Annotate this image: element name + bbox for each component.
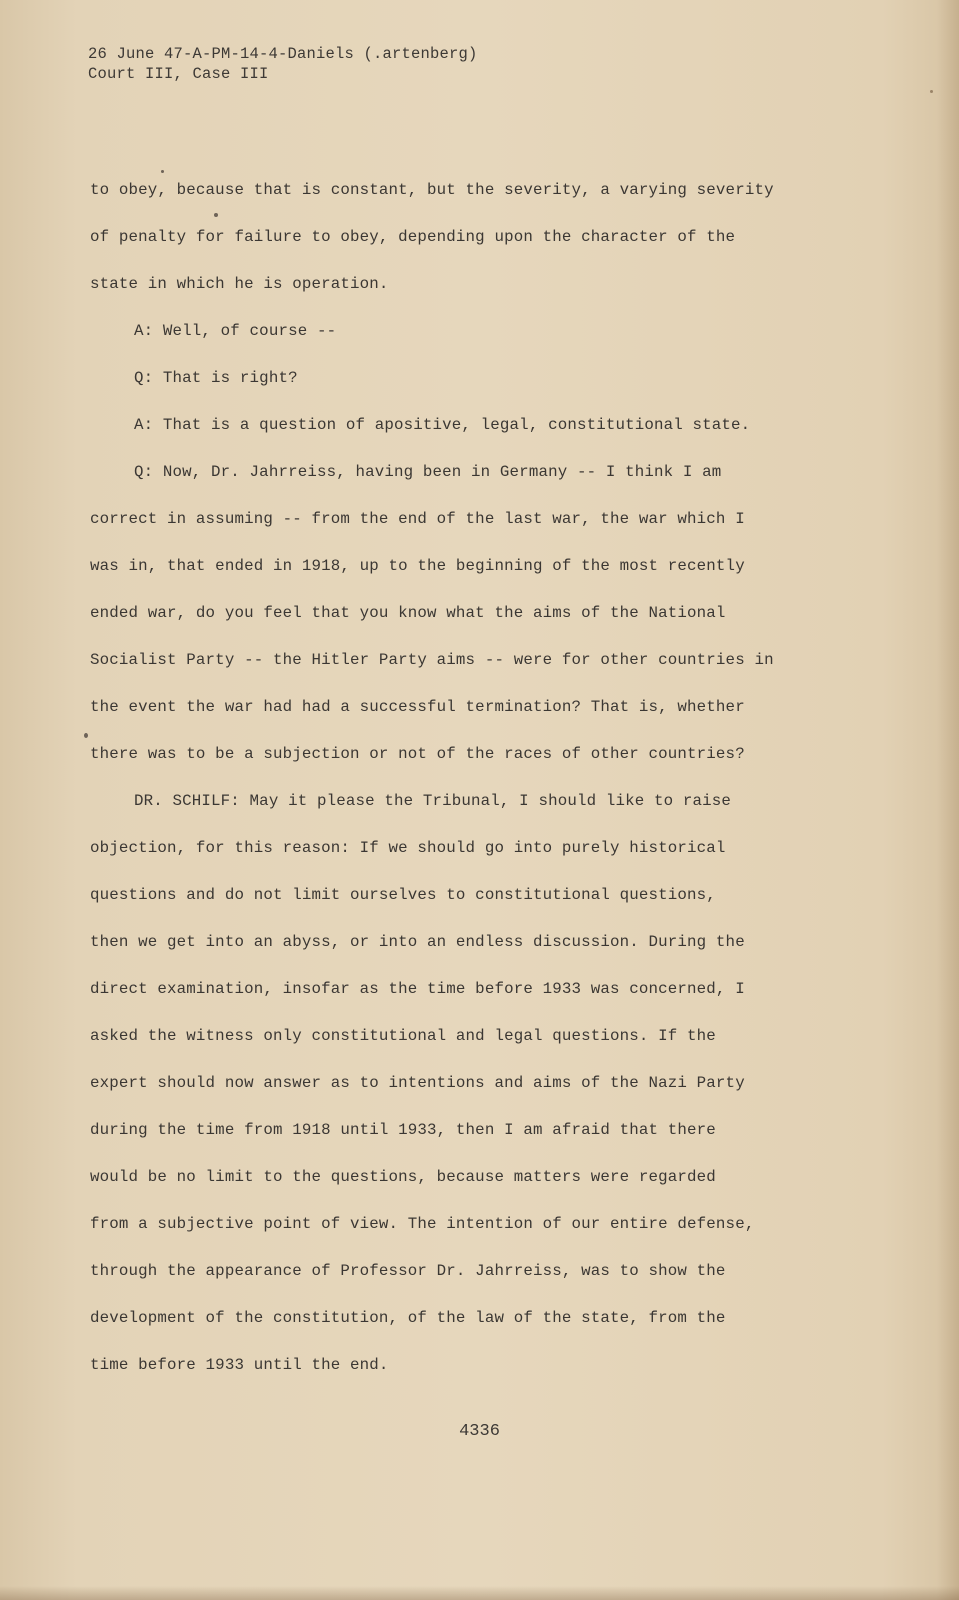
transcript-line: state in which he is operation. [90,275,389,293]
transcript-line: expert should now answer as to intentions and aims of the Nazi Party [90,1074,745,1092]
ink-speck [214,213,218,217]
transcript-line: there was to be a subjection or not of the races of other countries? [90,745,745,763]
transcript-line: DR. SCHILF: May it please the Tribunal, I should like to raise [134,792,732,810]
transcript-line: of penalty for failure to obey, depending upon the character of the [90,228,736,246]
transcript-line: to obey, because that is constant, but the severity, a varying severity [90,181,774,199]
transcript-line: objection, for this reason: If we should go into purely historical [90,839,726,857]
ink-speck [84,733,88,738]
transcript-line: Q: That is right? [134,369,298,387]
transcript-line: time before 1933 until the end. [90,1356,389,1374]
transcript-line: was in, that ended in 1918, up to the beginning of the most recently [90,557,745,575]
transcript-line: Socialist Party -- the Hitler Party aims -- were for other countries in [90,651,774,669]
transcript-line: A: That is a question of apositive, legal, constitutional state. [134,416,751,434]
transcript-line: correct in assuming -- from the end of the last war, the war which I [90,510,745,528]
transcript-line: the event the war had had a successful termination? That is, whether [90,698,745,716]
ink-speck [161,170,164,173]
page-bottom-shadow [0,1586,959,1600]
ink-speck [930,90,933,93]
transcript-line: during the time from 1918 until 1933, then I am afraid that there [90,1121,716,1139]
transcript-line: A: Well, of course -- [134,322,337,340]
transcript-line: questions and do not limit ourselves to constitutional questions, [90,886,716,904]
header-line-2: Court III, Case III [88,65,269,83]
transcript-line: then we get into an abyss, or into an endless discussion. During the [90,933,745,951]
page-number: 4336 [459,1422,500,1441]
header-line-1: 26 June 47-A-PM-14-4-Daniels (.artenberg) [88,45,478,63]
transcript-line: ended war, do you feel that you know what the aims of the National [90,604,726,622]
transcript-line: development of the constitution, of the law of the state, from the [90,1309,726,1327]
page-edge-shadow [937,0,959,1600]
transcript-line: asked the witness only constitutional and legal questions. If the [90,1027,716,1045]
transcript-line: direct examination, insofar as the time before 1933 was concerned, I [90,980,745,998]
transcript-line: Q: Now, Dr. Jahrreiss, having been in Germany -- I think I am [134,463,722,481]
transcript-line: would be no limit to the questions, because matters were regarded [90,1168,716,1186]
document-header [88,44,478,84]
transcript-line: through the appearance of Professor Dr. Jahrreiss, was to show the [90,1262,726,1280]
transcript-line: from a subjective point of view. The intention of our entire defense, [90,1215,755,1233]
